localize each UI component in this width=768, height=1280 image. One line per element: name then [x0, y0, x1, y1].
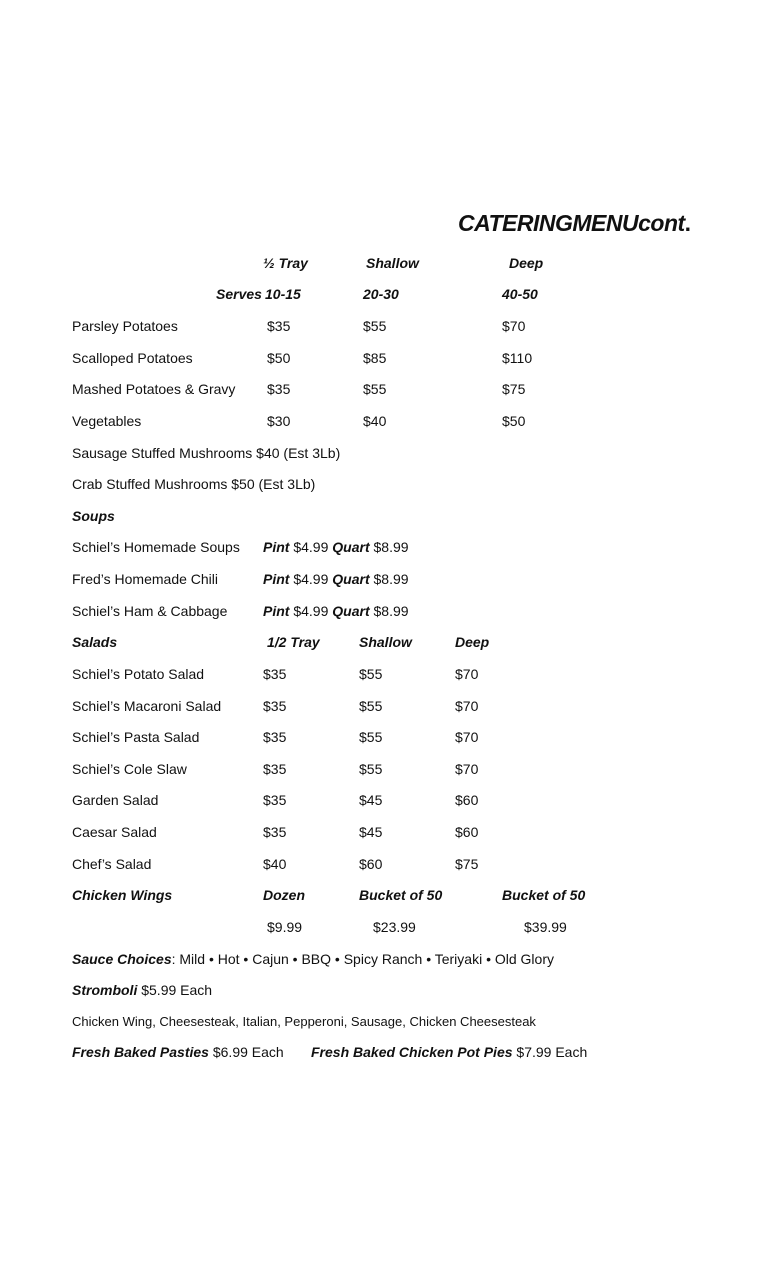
price-deep: $70	[455, 761, 479, 777]
serves-half: 10-15	[265, 286, 301, 302]
price-deep: $60	[455, 792, 479, 808]
item-name: Vegetables	[72, 413, 142, 429]
price-shallow: $55	[363, 381, 387, 397]
wings-price-dozen: $9.99	[267, 919, 303, 935]
item-name: Mashed Potatoes & Gravy	[72, 381, 236, 397]
price-shallow: $40	[363, 413, 387, 429]
serves-deep: 40-50	[502, 286, 538, 302]
crab-mushrooms: Crab Stuffed Mushrooms $50 (Est 3Lb)	[72, 476, 316, 492]
item-name: Scalloped Potatoes	[72, 350, 193, 366]
price-deep: $75	[502, 381, 526, 397]
item-name: Schiel’s Potato Salad	[72, 666, 205, 682]
page-title: CATERINGMENUcont.	[458, 210, 691, 236]
price-half: $35	[263, 824, 287, 840]
price-deep: $50	[502, 413, 526, 429]
soup-name: Schiel’s Homemade Soups	[72, 539, 240, 555]
price-half: $35	[267, 381, 291, 397]
wings-header-bucket: Bucket of 50	[502, 887, 586, 903]
price-shallow: $60	[359, 856, 383, 872]
pasties: Fresh Baked Pasties $6.99 Each	[72, 1044, 284, 1060]
soup-prices: Pint $4.99 Quart $8.99	[263, 571, 409, 587]
header-shallow: Shallow	[366, 255, 419, 271]
price-deep: $75	[455, 856, 479, 872]
stromboli: Stromboli $5.99 Each	[72, 982, 213, 998]
price-half: $35	[263, 666, 287, 682]
item-name: Schiel’s Pasta Salad	[72, 729, 200, 745]
pot-pies: Fresh Baked Chicken Pot Pies $7.99 Each	[311, 1044, 588, 1060]
price-shallow: $45	[359, 792, 383, 808]
item-name: Garden Salad	[72, 792, 159, 808]
price-deep: $70	[502, 318, 526, 334]
price-half: $35	[263, 729, 287, 745]
header-half-tray: ½ Tray	[263, 255, 308, 271]
price-shallow: $55	[359, 698, 383, 714]
price-half: $30	[267, 413, 291, 429]
item-name: Caesar Salad	[72, 824, 157, 840]
price-half: $35	[263, 761, 287, 777]
wings-header-dozen: Dozen	[263, 887, 305, 903]
header-deep: Deep	[509, 255, 544, 271]
wings-header-bucket: Bucket of 50	[359, 887, 443, 903]
price-shallow: $45	[359, 824, 383, 840]
price-deep: $110	[502, 350, 533, 366]
price-deep: $70	[455, 729, 479, 745]
price-deep: $70	[455, 666, 479, 682]
price-deep: $70	[455, 698, 479, 714]
sauce-choices: Sauce Choices: Mild • Hot • Cajun • BBQ • Spicy Ranch • Teriyaki • Old Glory	[72, 951, 554, 967]
wings-price-bucket: $39.99	[524, 919, 567, 935]
soup-name: Fred’s Homemade Chili	[72, 571, 219, 587]
price-shallow: $55	[359, 666, 383, 682]
wings-price-bucket: $23.99	[373, 919, 416, 935]
price-shallow: $55	[359, 761, 383, 777]
serves-label: Serves	[216, 286, 262, 302]
salads-header-shallow: Shallow	[359, 634, 412, 650]
soups-heading: Soups	[72, 508, 115, 524]
soup-prices: Pint $4.99 Quart $8.99	[263, 539, 409, 555]
price-half: $50	[267, 350, 291, 366]
price-shallow: $55	[363, 318, 387, 334]
sausage-mushrooms: Sausage Stuffed Mushrooms $40 (Est 3Lb)	[72, 445, 341, 461]
salads-header-deep: Deep	[455, 634, 490, 650]
price-half: $35	[267, 318, 291, 334]
soup-prices: Pint $4.99 Quart $8.99	[263, 603, 409, 619]
item-name: Schiel’s Cole Slaw	[72, 761, 187, 777]
price-shallow: $85	[363, 350, 387, 366]
price-deep: $60	[455, 824, 479, 840]
price-half: $35	[263, 698, 287, 714]
item-name: Parsley Potatoes	[72, 318, 178, 334]
price-shallow: $55	[359, 729, 383, 745]
item-name: Schiel’s Macaroni Salad	[72, 698, 222, 714]
serves-shallow: 20-30	[363, 286, 399, 302]
stromboli-varieties: Chicken Wing, Cheesesteak, Italian, Pepperoni, Sausage, Chicken Cheesesteak	[72, 1014, 536, 1029]
price-half: $40	[263, 856, 287, 872]
soup-name: Schiel’s Ham & Cabbage	[72, 603, 228, 619]
salads-header-half: 1/2 Tray	[267, 634, 320, 650]
price-half: $35	[263, 792, 287, 808]
salads-heading: Salads	[72, 634, 118, 650]
item-name: Chef’s Salad	[72, 856, 152, 872]
wings-heading: Chicken Wings	[72, 887, 173, 903]
